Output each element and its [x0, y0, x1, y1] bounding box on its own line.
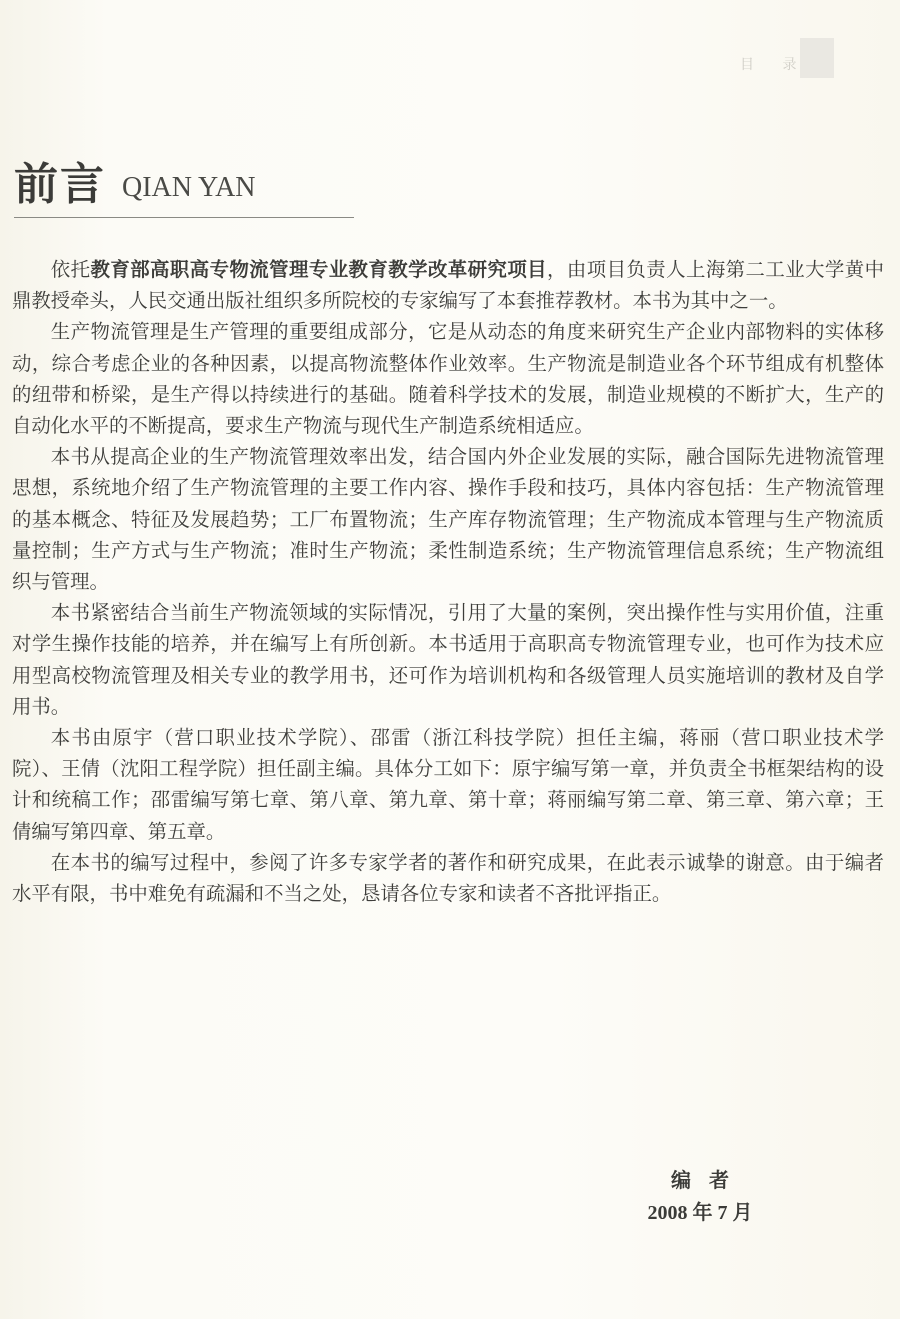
- paragraph-2: 生产物流管理是生产管理的重要组成部分，它是从动态的角度来研究生产企业内部物料的实体移动，综合考虑企业的各种因素，以提高物流整体作业效率。生产物流是制造业各个环节组成有机整体的纽带和桥梁，是生产得以持续进行的基础。随着科学技术的发展，制造业规模的不断扩大，生产的自动化水平的不断提高，要求生产物流与现代生产制造系统相适应。: [12, 320, 884, 438]
- paragraph-1-lead: 依托: [50, 258, 91, 281]
- signature-date: 2008 年 7 月: [647, 1202, 753, 1224]
- title-chinese: 前言: [14, 159, 106, 210]
- title-underline: [14, 217, 354, 218]
- paragraph-3: 本书从提高企业的生产物流管理效率出发，结合国内外企业发展的实际，融合国际先进物流管理思想，系统地介绍了生产物流管理的主要工作内容、操作手段和技巧，具体内容包括：生产物流管理的基本概念、特征及发展趋势；工厂布置物流；生产库存物流管理；生产物流成本管理与生产物流质量控制；生产方式与生产物流；准时生产物流；柔性制造系统；生产物流管理信息系统；生产物流组织与管理。: [12, 445, 884, 594]
- paragraph-5: 本书由原宇（营口职业技术学院）、邵雷（浙江科技学院）担任主编，蒋丽（营口职业技术学院）、王倩（沈阳工程学院）担任副主编。具体分工如下：原宇编写第一章，并负责全书框架结构的设计和统稿工作；邵雷编写第七章、第八章、第九章、第十章；蒋丽编写第二章、第三章、第六章；王倩编写第四章、第五章。: [12, 726, 884, 843]
- header-mark: 目 录: [740, 57, 809, 73]
- project-name: 教育部高职高专物流管理专业教育教学改革研究项目: [90, 258, 548, 281]
- paragraph-1-rest: ，由项目负责人上海第二工业大学黄中鼎教授牵头，人民交通出版社组织多所院校的专家编写了本套推荐教材。本书为其中之一。: [12, 258, 885, 313]
- paragraph-6: 在本书的编写过程中，参阅了许多专家学者的著作和研究成果，在此表示诚挚的谢意。由于编者水平有限，书中难免有疏漏和不当之处，恳请各位专家和读者不吝批评指正。: [12, 850, 884, 906]
- signature-author: 编者: [671, 1170, 747, 1192]
- title-pinyin: QIAN YAN: [122, 172, 256, 203]
- paragraph-1: [12, 254, 884, 316]
- preface-body: [12, 254, 884, 909]
- page-title: [14, 160, 354, 210]
- paragraph-4: 本书紧密结合当前生产物流领域的实际情况，引用了大量的案例，突出操作性与实用价值，注重对学生操作技能的培养，并在编写上有所创新。本书适用于高职高专物流管理专业，也可作为技术应用型高校物流管理及相关专业的教学用书，还可作为培训机构和各级管理人员实施培训的教材及自学用书。: [12, 601, 884, 718]
